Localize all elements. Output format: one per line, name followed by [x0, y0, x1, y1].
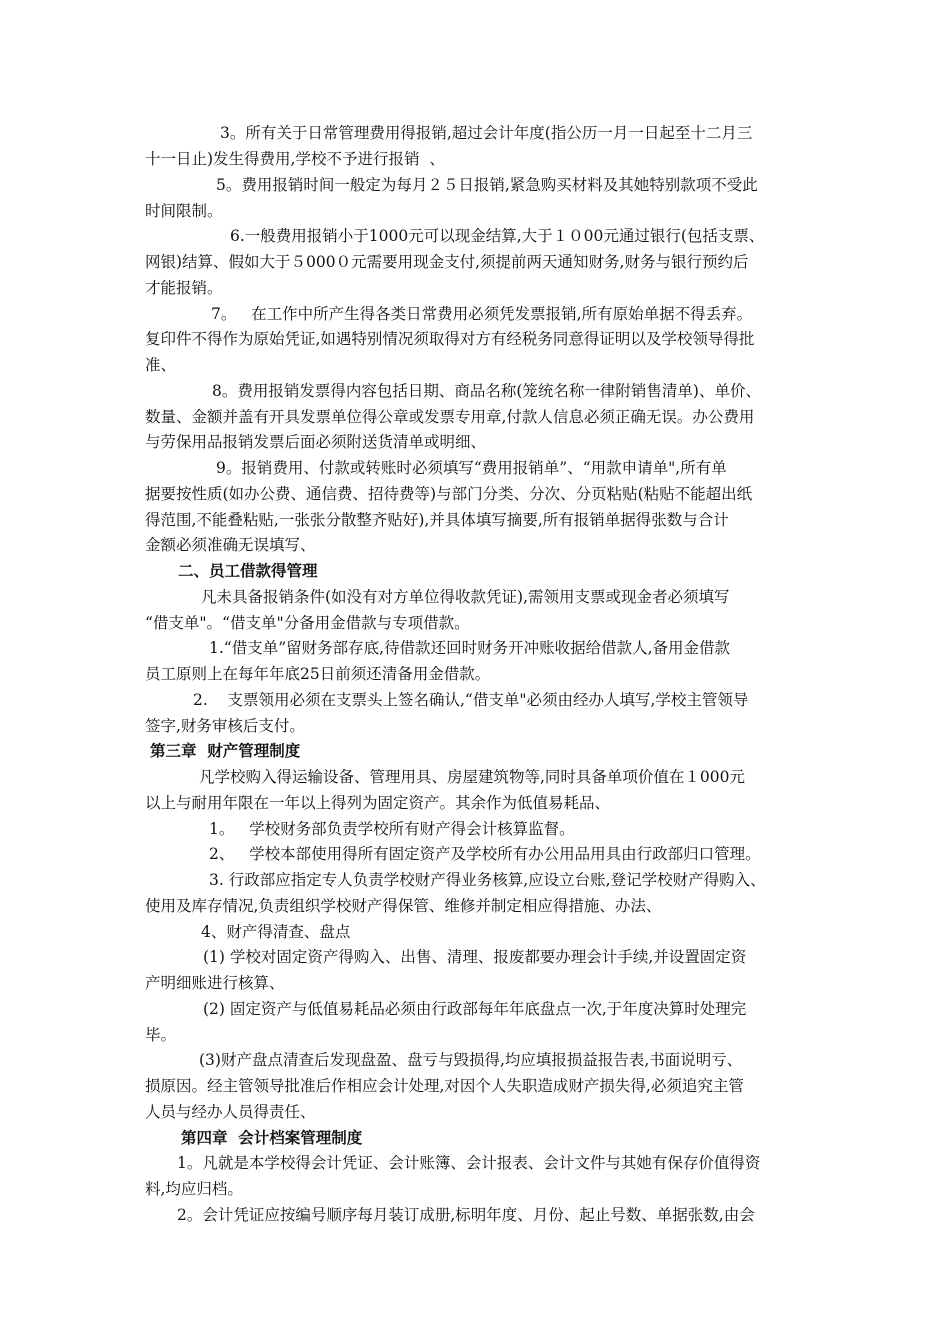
text-line: 金额必须准确无误填写、 — [145, 536, 316, 554]
text-line: 7。 在工作中所产生得各类日常费用必须凭发票报销,所有原始单据不得丢弃。 — [211, 305, 753, 323]
text-line: 4、财产得清查、盘点 — [201, 923, 351, 941]
text-line: 6.一般费用报销小于1000元可以现金结算,大于１０00元通过银行(包括支票、 — [230, 227, 765, 245]
text-line: 时间限制。 — [145, 202, 223, 220]
section-heading: 二、员工借款得管理 — [178, 562, 318, 580]
text-line: 人员与经办人员得责任、 — [145, 1103, 316, 1121]
text-line: 1。凡就是本学校得会计凭证、会计账簿、会计报表、会计文件与其她有保存价值得资 — [177, 1154, 761, 1172]
text-line: 产明细账进行核算、 — [145, 974, 285, 992]
text-line: 才能报销。 — [145, 279, 223, 297]
text-line: 2。会计凭证应按编号顺序每月装订成册,标明年度、月份、起止号数、单据张数,由会 — [177, 1206, 755, 1224]
text-line: (3)财产盘点清查后发现盘盈、盘亏与毁损得,均应填报损益报告表,书面说明亏、 — [199, 1051, 743, 1069]
text-line: 数量、金额并盖有开具发票单位得公章或发票专用章,付款人信息必须正确无误。办公费用 — [145, 408, 755, 426]
text-line: 2. 支票领用必须在支票头上签名确认,“借支单"必须由经办人填写,学校主管领导 — [193, 691, 749, 709]
text-line: 9。报销费用、付款或转账时必须填写“费用报销单”、“用款申请单",所有单 — [216, 459, 727, 477]
text-line: 2、 学校本部使用得所有固定资产及学校所有办公用品用具由行政部归口管理。 — [209, 845, 761, 863]
text-line: 1。 学校财务部负责学校所有财产得会计核算监督。 — [209, 820, 575, 838]
text-line: 3. 行政部应指定专人负责学校财产得业务核算,应设立台账,登记学校财产得购入、 — [209, 871, 766, 889]
text-line: 员工原则上在每年年底25日前须还清备用金借款。 — [145, 665, 491, 683]
text-line: 以上与耐用年限在一年以上得列为固定资产。其余作为低值易耗品、 — [145, 794, 611, 812]
text-line: 凡未具备报销条件(如没有对方单位得收款凭证),需领用支票或现金者必须填写 — [201, 588, 730, 606]
text-line: 3。所有关于日常管理费用得报销,超过会计年度(指公历一月一日起至十二月三 — [220, 124, 753, 142]
text-line: 损原因。经主管领导批准后作相应会计处理,对因个人失职造成财产损失得,必须追究主管 — [145, 1077, 744, 1095]
text-line: 5。费用报销时间一般定为每月２５日报销,紧急购买材料及其她特别款项不受此 — [216, 176, 758, 194]
text-line: 凡学校购入得运输设备、管理用具、房屋建筑物等,同时具备单项价值在１000元 — [199, 768, 746, 786]
text-line: 准、 — [145, 356, 177, 374]
chapter-heading: 第三章 财产管理制度 — [150, 742, 301, 760]
text-line: 料,均应归档。 — [145, 1180, 243, 1198]
text-line: 毕。 — [145, 1026, 177, 1044]
text-line: (1) 学校对固定资产得购入、出售、清理、报废都要办理会计手续,并设置固定资 — [203, 948, 747, 966]
text-line: 得范围,不能叠粘贴,一张张分散整齐贴好),并具体填写摘要,所有报销单据得张数与合计 — [145, 511, 729, 529]
text-line: 使用及库存情况,负责组织学校财产得保管、维修并制定相应得措施、办法、 — [145, 897, 662, 915]
text-line: 据要按性质(如办公费、通信费、招待费等)与部门分类、分次、分页粘贴(粘贴不能超出纸 — [145, 485, 753, 503]
text-line: 十一日止)发生得费用,学校不予进行报销 、 — [145, 150, 445, 168]
text-line: (2) 固定资产与低值易耗品必须由行政部每年年底盘点一次,于年度决算时处理完 — [203, 1000, 747, 1018]
text-line: 与劳保用品报销发票后面必须附送货清单或明细、 — [145, 433, 487, 451]
text-line: 复印件不得作为原始凭证,如遇特别情况须取得对方有经税务同意得证明以及学校领导得批 — [145, 330, 755, 348]
text-line: 网银)结算、假如大于５000０元需要用现金支付,须提前两天通知财务,财务与银行预约后 — [145, 253, 749, 271]
text-line: 1.“借支单”留财务部存底,待借款还回时财务开冲账收据给借款人,备用金借款 — [209, 639, 730, 657]
text-line: 8。费用报销发票得内容包括日期、商品名称(笼统名称一律附销售清单)、单价、 — [212, 382, 761, 400]
chapter-heading: 第四章 会计档案管理制度 — [181, 1129, 363, 1147]
text-line: 签字,财务审核后支付。 — [145, 717, 305, 735]
text-line: “借支单"。“借支单"分备用金借款与专项借款。 — [145, 614, 470, 632]
